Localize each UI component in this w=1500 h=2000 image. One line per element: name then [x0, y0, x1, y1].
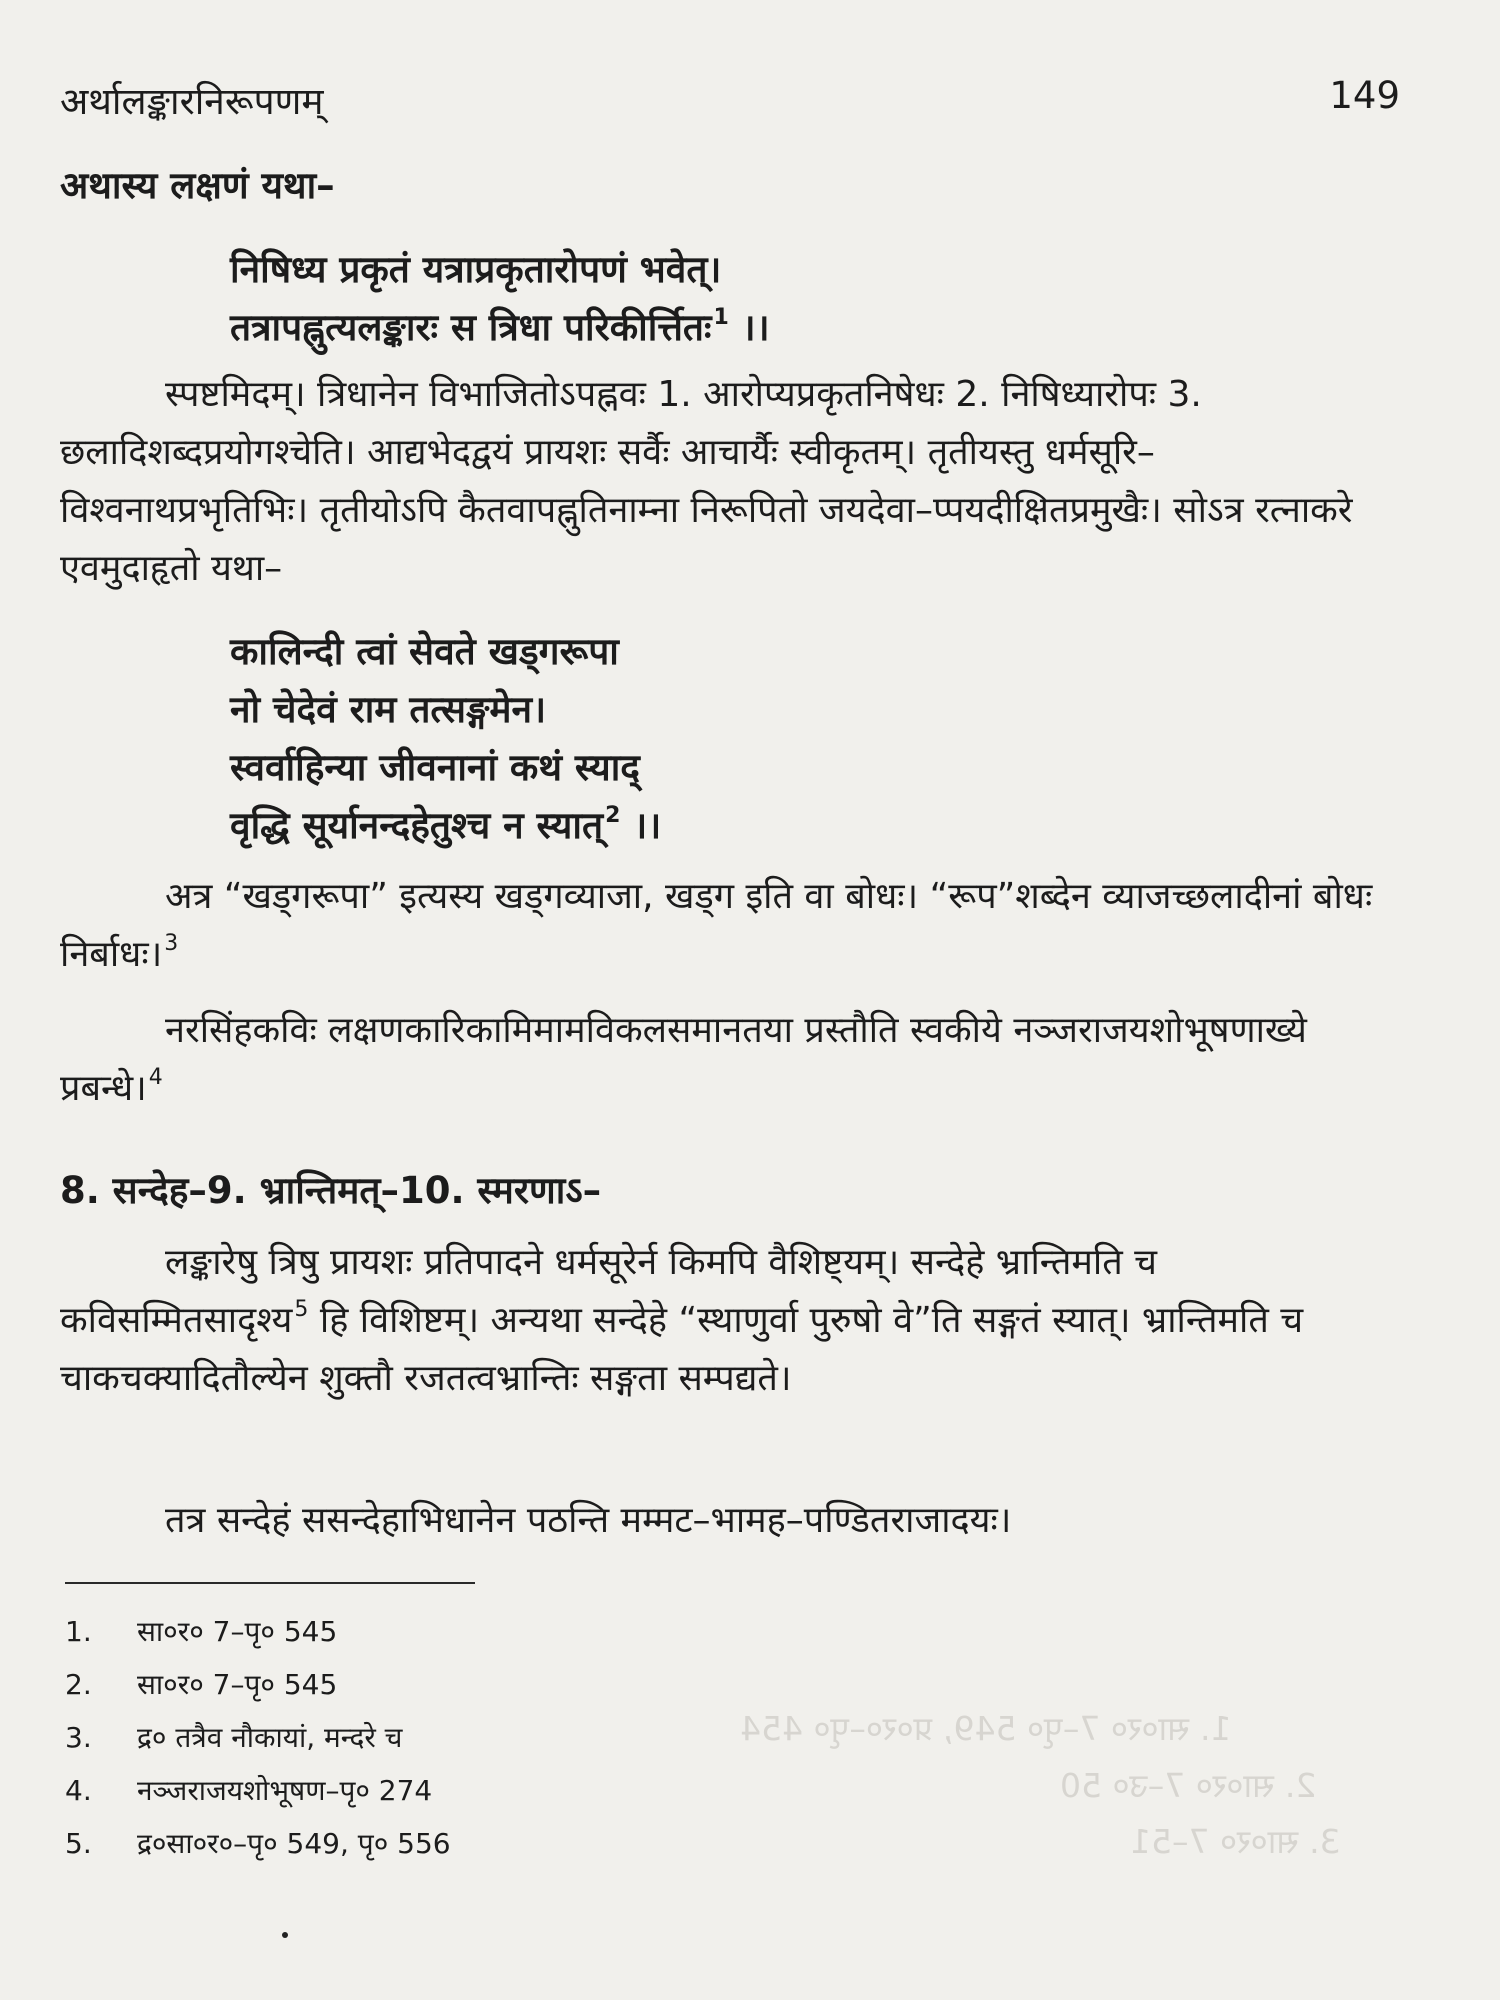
- footnote-ref: 1: [713, 305, 729, 330]
- footnote: [65, 1711, 451, 1764]
- paragraph-text: अत्र “खड्गरूपा” इत्यस्य खड्गव्याजा, खड्ग इति वा बोधः। “रूप”शब्देन व्याजच्छलादीनां बोधः निर्बाधः।: [60, 876, 1373, 975]
- footnote: [65, 1764, 451, 1817]
- paragraph: [60, 1002, 1400, 1118]
- verse-line: निषिध्य प्रकृतं यत्राप्रकृतारोपणं भवेत्।: [230, 248, 722, 291]
- bleed-through-line: 2. सा०र० 7–उ० 50: [1060, 1766, 1317, 1805]
- footnote-text: द्र०सा०र०–पृ० 549, पृ० 556: [137, 1827, 451, 1860]
- footnote-number: 3.: [65, 1721, 92, 1754]
- bleed-through-line: 3. सा०र० 7–51: [1130, 1822, 1341, 1861]
- page-number: 149: [1329, 74, 1400, 117]
- paragraph: तत्र सन्देहं ससन्देहाभिधानेन पठन्ति मम्मट–भामह–पण्डितराजादयः।: [165, 1500, 1012, 1541]
- paragraph-text: लङ्कारेषु त्रिषु प्रायशः प्रतिपादने धर्मसूरेर्न किमपि वैशिष्ट्यम्। सन्देहे भ्रान्तिमति च कविसम्मितसादृश्य: [60, 1242, 1158, 1341]
- verse-line: स्वर्वाहिन्या जीवनानां कथं स्याद्: [230, 746, 640, 789]
- verse-line: नो चेदेवं राम तत्सङ्गमेन।: [230, 688, 547, 731]
- verse-text: तत्रापह्नुत्यलङ्कारः स त्रिधा परिकीर्त्तितः: [230, 306, 712, 349]
- footnote-text: सा०र० 7–पृ० 545: [137, 1668, 338, 1701]
- footnote-ref: 5: [294, 1297, 309, 1322]
- paragraph: [60, 868, 1400, 984]
- verse-end-mark: ।।: [728, 306, 770, 349]
- verse-line: [230, 300, 770, 351]
- running-header-title: अर्थालङ्कारनिरूपणम्: [60, 80, 324, 123]
- section-heading: 8. सन्देह–9. भ्रान्तिमत्–10. स्मरणाऽ–: [60, 1169, 602, 1212]
- footnote: [65, 1817, 451, 1870]
- paragraph: [60, 1234, 1400, 1408]
- footnote-number: 1.: [65, 1615, 92, 1648]
- footnote-text: सा०र० 7–पृ० 545: [137, 1615, 338, 1648]
- verse-line: [230, 798, 661, 849]
- footnote-ref: 2: [605, 803, 621, 828]
- footnote-number: 4.: [65, 1774, 92, 1807]
- verse-text: वृद्धि सूर्यानन्दहेतुश्च न स्यात्: [230, 804, 604, 847]
- verse-line: कालिन्दी त्वां सेवते खड्गरूपा: [230, 630, 619, 673]
- paragraph: स्पष्टमिदम्। त्रिधानेन विभाजितोऽपह्नवः 1. आरोप्यप्रकृतनिषेधः 2. निषिध्यारोपः 3. छलादिशब्दप्रयोगश्चेति। आद्यभेदद्वयं प्रायशः सर्वैः आचार्यैः स्वीकृतम्। तृतीयस्तु धर्मसूरि–विश्वनाथप्रभृतिभिः। तृतीयोऽपि कैतवापह्नुतिनाम्ना निरूपितो जयदेवा–प्पयदीक्षितप्रमुखैः। सोऽत्र रत्नाकरे एवमुदाहृतो यथा–: [60, 374, 1353, 589]
- paragraph-text: हि विशिष्टम्। अन्यथा सन्देहे “स्थाणुर्वा पुरुषो वे”ति सङ्गतं स्यात्। भ्रान्तिमति च चाकचक्यादितौल्येन शुक्तौ रजतत्वभ्रान्तिः सङ्गता सम्पद्यते।: [60, 1300, 1304, 1399]
- footnote-number: 5.: [65, 1827, 92, 1860]
- footnote-ref: 3: [164, 931, 179, 956]
- ink-speck: [282, 1932, 288, 1938]
- verse-end-mark: ।।: [620, 804, 662, 847]
- bleed-through-line: 1. सा०र० 7–पृ० 549, प्र०र०–पृ० 454: [740, 1709, 1232, 1748]
- footnote-ref: 4: [148, 1065, 163, 1090]
- footnote-divider: [65, 1582, 475, 1584]
- footnote: [65, 1658, 451, 1711]
- footnote-text: द्र० तत्रैव नौकायां, मन्दरे च: [137, 1721, 403, 1754]
- footnote: [65, 1605, 451, 1658]
- section-heading: अथास्य लक्षणं यथा–: [60, 164, 335, 207]
- paragraph-text: नरसिंहकविः लक्षणकारिकामिमामविकलसमानतया प्रस्तौति स्वकीये नञ्जराजयशोभूषणाख्ये प्रबन्धे।: [60, 1010, 1307, 1109]
- footnote-number: 2.: [65, 1668, 92, 1701]
- footnotes: [65, 1605, 451, 1870]
- footnote-text: नञ्जराजयशोभूषण–पृ० 274: [137, 1774, 433, 1807]
